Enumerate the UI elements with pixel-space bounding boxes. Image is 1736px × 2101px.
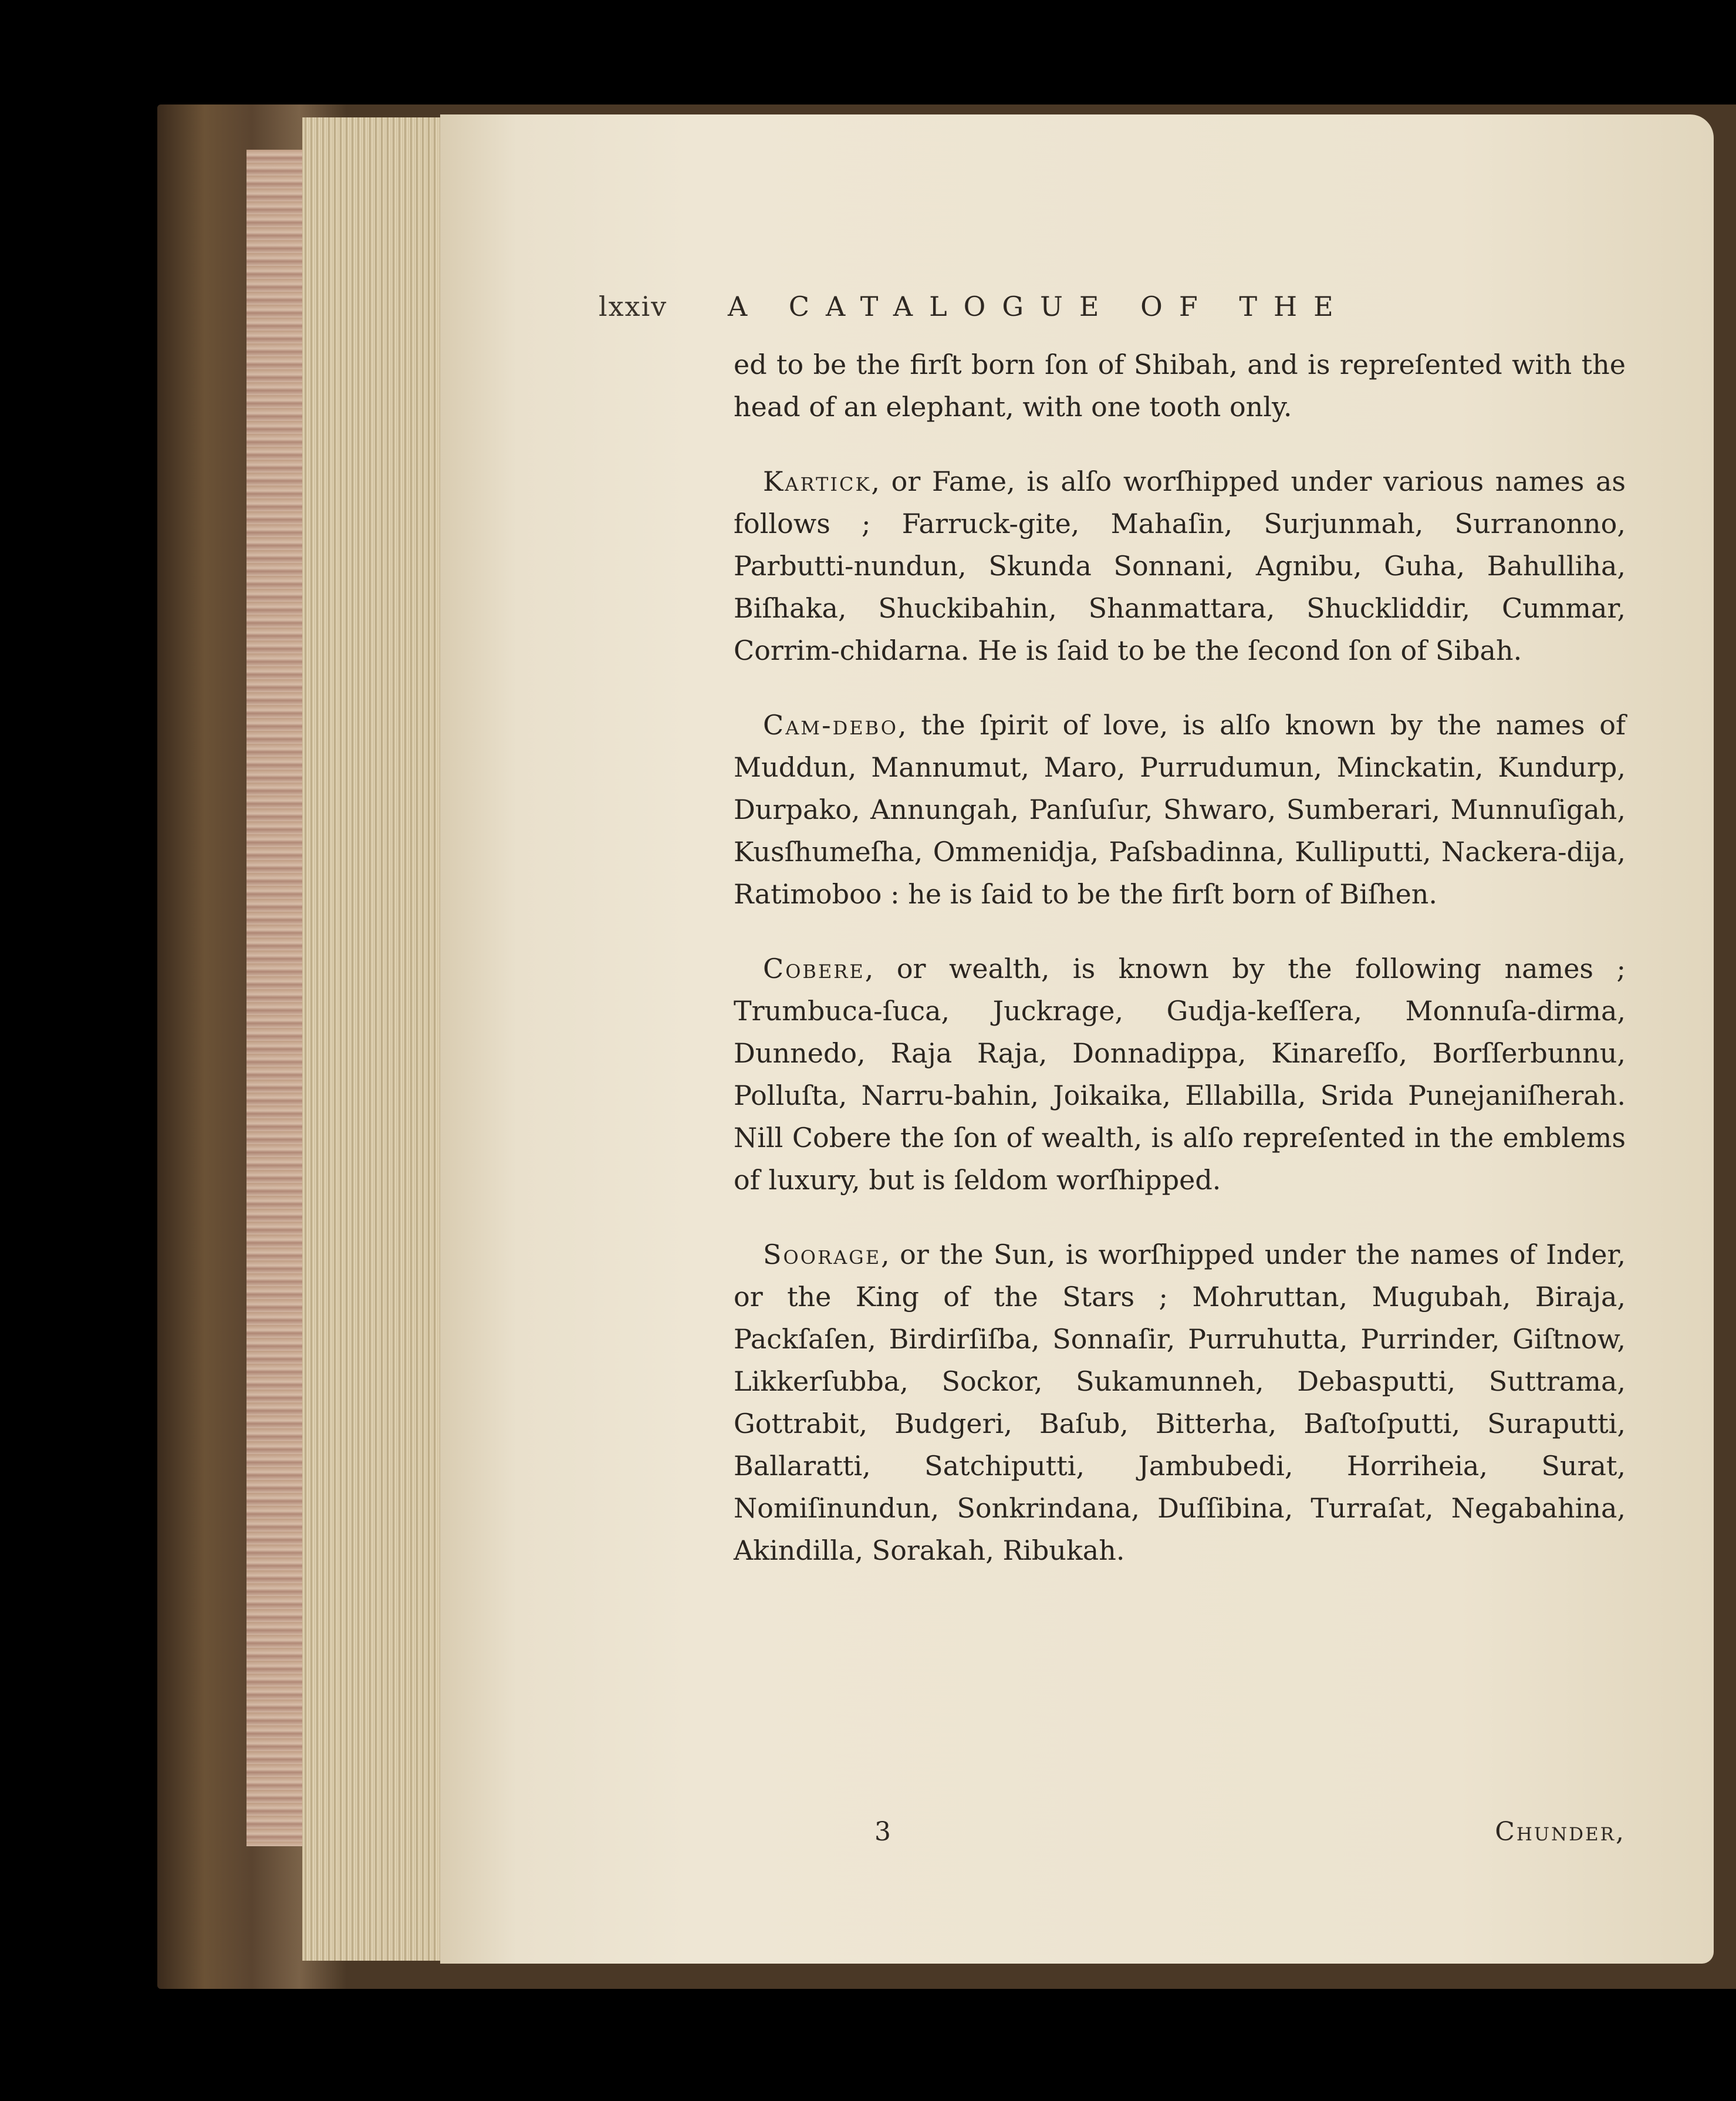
text-block xyxy=(734,343,1626,1604)
paragraph-text: , the ſpirit of love, is alſo known by the names of Muddun, Mannumut, Maro, Purrudumun, Minckatin, Kundurp, Durpako, Annungah, Panſuſur, Shwaro, Sumberari, Munnuſigah, Kusſhumeſha, Ommenidja, Paſsbadinna, Kulliputti, Nackera-dija, Ratimoboo : he is ſaid to be the firſt born of Biſhen. xyxy=(734,709,1626,910)
paragraph-lead: Soorage xyxy=(763,1239,881,1270)
signature-mark: 3 xyxy=(874,1817,891,1847)
paragraph-soorage xyxy=(734,1233,1626,1571)
paragraph-lead: Cam-debo xyxy=(763,709,898,741)
paragraph-lead: Cobere xyxy=(763,953,865,984)
catchword: Chunder, xyxy=(1495,1817,1626,1847)
paragraph-kartick xyxy=(734,460,1626,672)
paragraph-continuation xyxy=(734,343,1626,428)
page-header xyxy=(599,291,1608,332)
paragraph-text: , or the Sun, is worſhipped under the names of Inder, or the King of the Stars ; Mohruttan, Mugubah, Biraja, Packſaſen, Birdirſiſba, Sonnaſir, Purruhutta, Purrinder, Giſtnow, Likkerſubba, Sockor, Sukamunneh, Debasputti, Suttrama, Gottrabit, Budgeri, Baſub, Bitterha, Baſtoſputti, Suraputti, Ballaratti, Satchiputti, Jambubedi, Horriheia, Surat, Nomiſinundun, Sonkrindana, Duſſibina, Turraſat, Negabahina, Akindilla, Sorakah, Ribukah. xyxy=(734,1239,1626,1566)
paragraph-text: ed to be the firſt born ſon of Shibah, and is repreſented with the head of an elephant, with one tooth only. xyxy=(734,349,1626,423)
marbled-endpaper xyxy=(246,150,302,1846)
paragraph-cobere xyxy=(734,947,1626,1201)
book-page xyxy=(440,114,1714,1964)
page-footer xyxy=(734,1817,1626,1852)
paragraph-text: , or Fame, is alſo worſhipped under various names as follows ; Farruck-gite, Mahaſin, Surjunmah, Surranonno, Parbutti-nundun, Skunda Sonnani, Agnibu, Guha, Bahulliha, Biſhaka, Shuckibahin, Shanmattara, Shuckliddir, Cummar, Corrim-chidarna. He is ſaid to be the ſecond ſon of Sibah. xyxy=(734,466,1626,666)
paragraph-cam-debo xyxy=(734,704,1626,915)
paragraph-lead: Kartick xyxy=(763,466,872,497)
page-number: lxxiv xyxy=(599,291,668,322)
paragraph-text: , or wealth, is known by the following names ; Trumbuca-ſuca, Juckrage, Gudja-keſſera, Monnuſa-dirma, Dunnedo, Raja Raja, Donnadippa, Kinareſſo, Borſſerbunnu, Polluſta, Narru-bahin, Joikaika, Ellabilla, Srida Punejaniſherah. Nill Cobere the ſon of wealth, is alſo repreſented in the emblems of luxury, but is ſeldom worſhipped. xyxy=(734,953,1626,1196)
page-edges xyxy=(302,117,443,1961)
running-head: A CATALOGUE OF THE xyxy=(728,291,1350,322)
